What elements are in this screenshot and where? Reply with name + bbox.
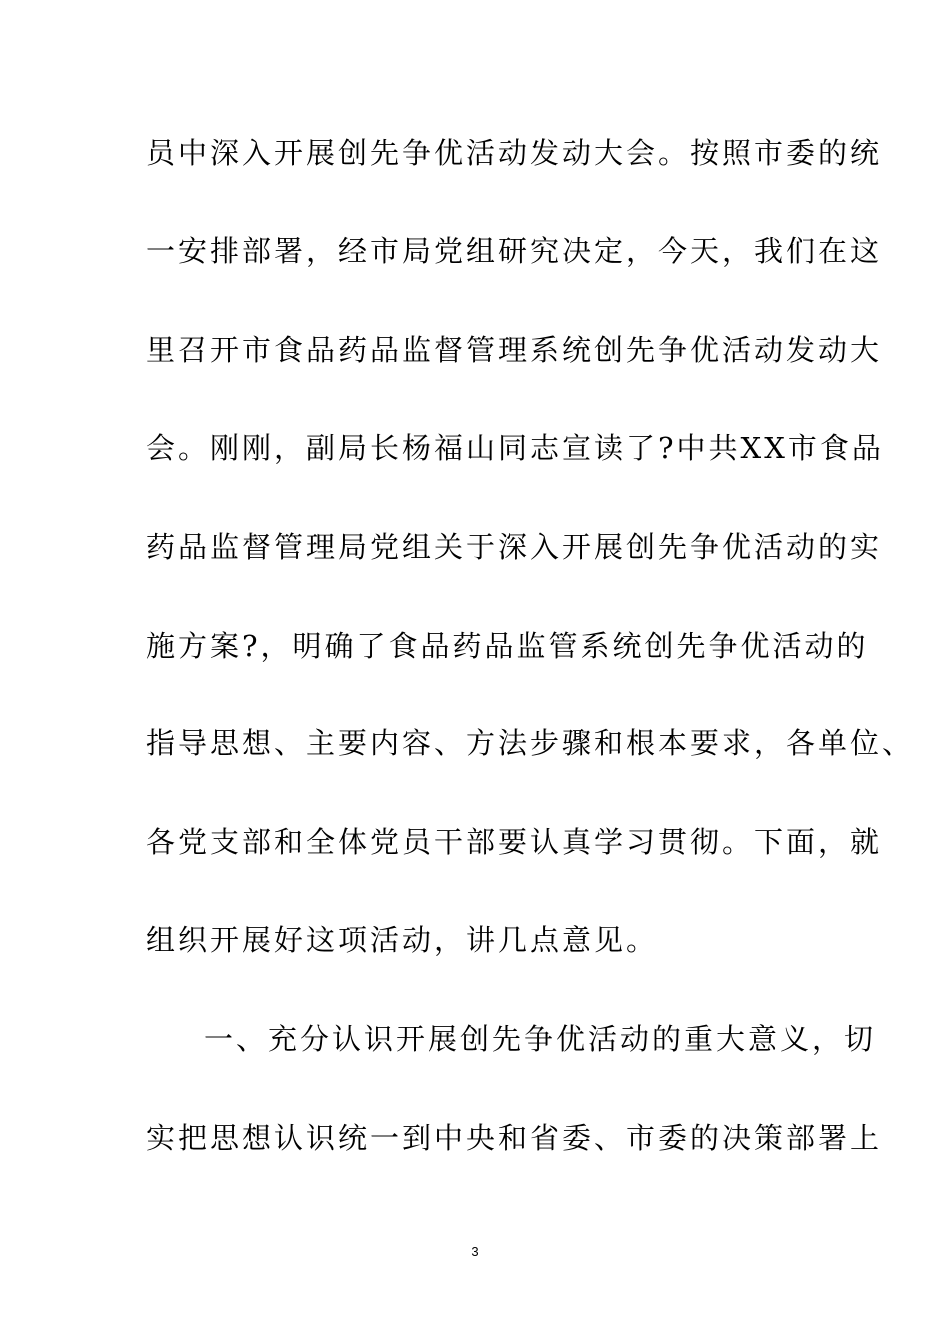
body-text-line: 员中深入开展创先争优活动发动大会。按照市委的统 [146,136,883,170]
body-text-line: 组织开展好这项活动，讲几点意见。 [146,923,659,957]
body-text-line: 药品监督管理局党组关于深入开展创先争优活动的实 [146,530,883,564]
body-text-line: 里召开市食品药品监督管理系统创先争优活动发动大 [146,333,883,367]
body-text-line: 施方案?，明确了食品药品监管系统创先争优活动的 [146,629,869,663]
body-text-line: 各党支部和全体党员干部要认真学习贯彻。下面，就 [146,825,883,859]
section-heading-line: 一、充分认识开展创先争优活动的重大意义，切 [204,1022,877,1056]
body-text-line: 会。刚刚，副局长杨福山同志宣读了?中共XX市食品 [146,431,884,465]
body-text-line: 一安排部署，经市局党组研究决定，今天，我们在这 [146,234,883,268]
page-number: 3 [471,1244,479,1259]
body-text-line: 指导思想、主要内容、方法步骤和根本要求，各单位、 [146,726,915,760]
body-text-line: 实把思想认识统一到中央和省委、市委的决策部署上 [146,1121,883,1155]
